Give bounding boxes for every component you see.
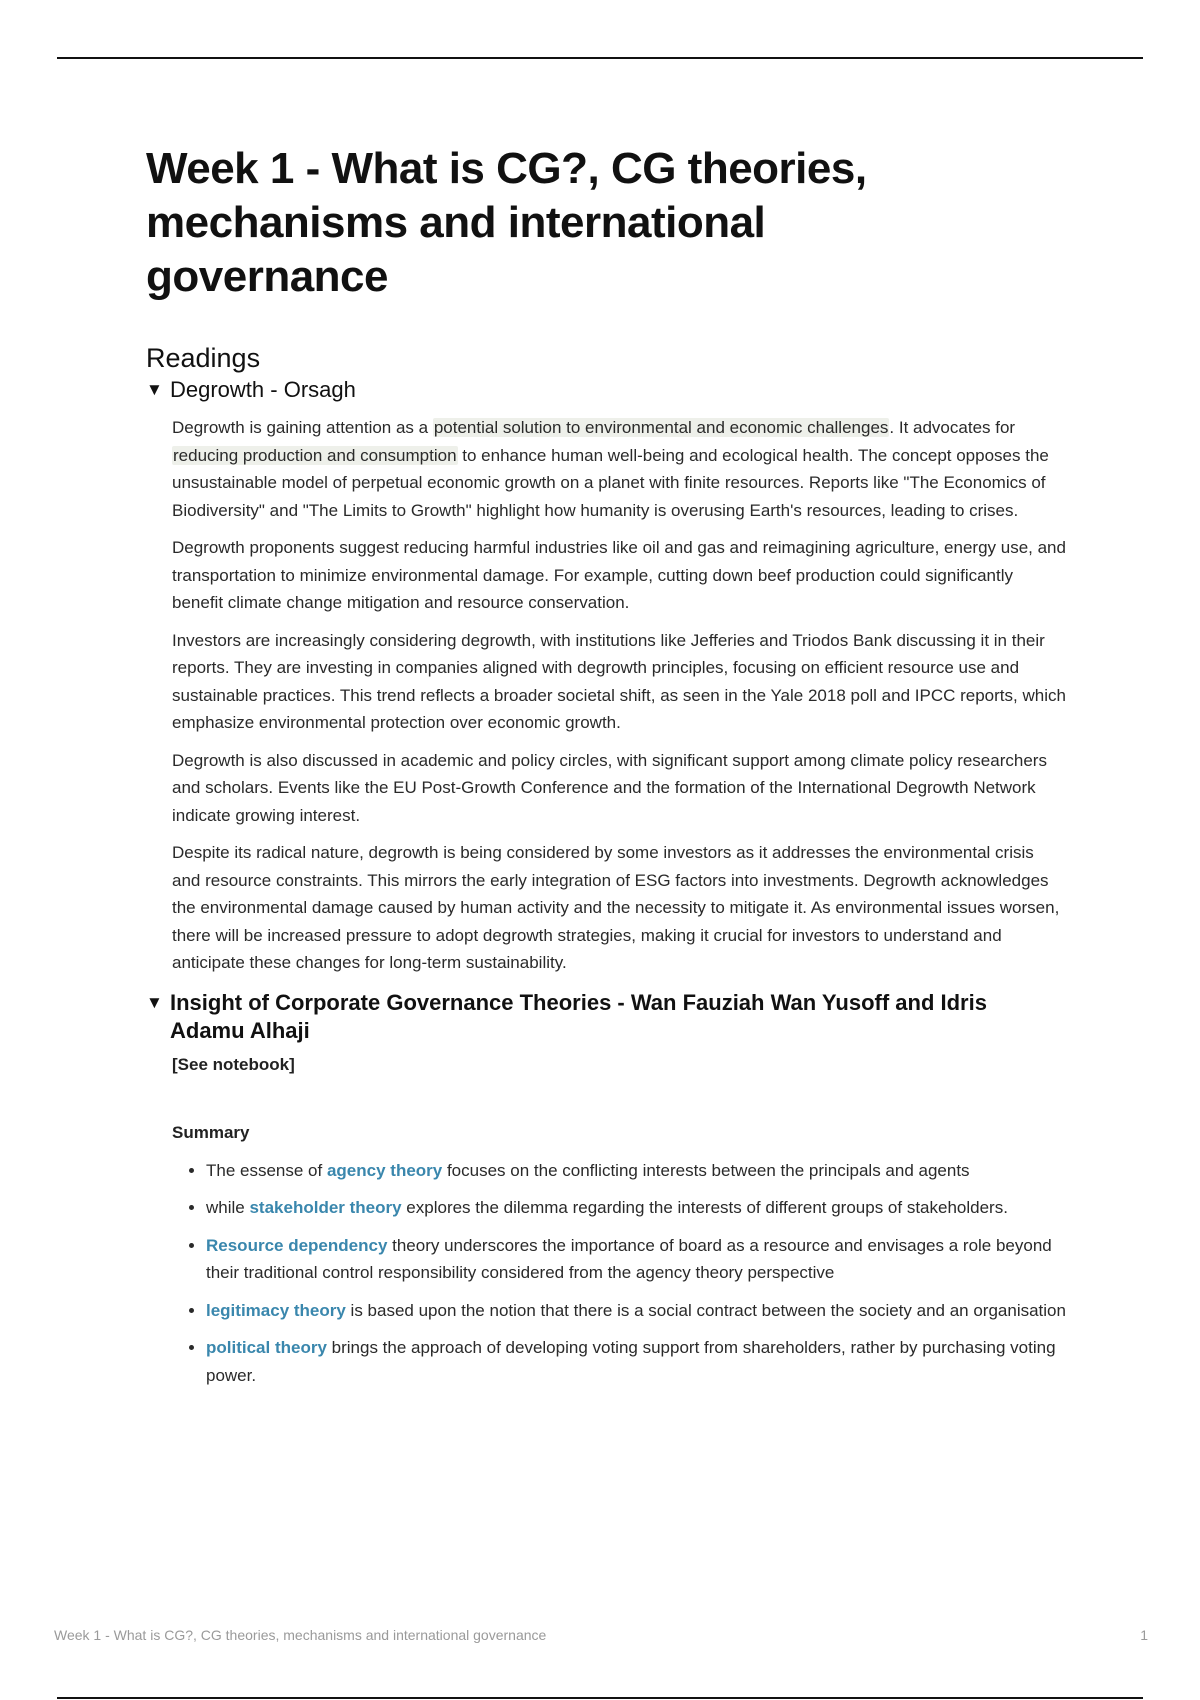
text-run: The essense of — [206, 1160, 327, 1180]
paragraph: Despite its radical nature, degrowth is being considered by some investors as it addresses the environmental crisis and resource constraints. This mirrors the early integration of ESG factors into investments. Degrowth acknowledges the environmental damage caused by human activity and the necessity to mitigate it. As environmental issues worsen, there will be increased pressure to adopt degrowth strategies, making it crucial for investors to understand and anticipate these changes for long-term sustainability. — [172, 843, 1060, 972]
text-run: brings the approach of developing voting support from shareholders, rather by purchasing voting power. — [206, 1338, 1056, 1385]
text-run: while — [206, 1198, 250, 1217]
toggle-degrowth[interactable] — [146, 376, 1066, 404]
text-run: . It advocates for — [889, 418, 1016, 437]
toggle-cg-theories-body — [172, 1055, 1066, 1390]
paragraph — [172, 414, 1066, 524]
highlight: potential solution to environmental and economic challenges — [433, 418, 889, 437]
toggle-degrowth-body — [172, 414, 1066, 977]
highlight: reducing production and consumption — [173, 445, 457, 465]
text-run: Degrowth is gaining attention as a — [172, 418, 433, 437]
list-item — [206, 1297, 1066, 1325]
list-item — [206, 1334, 1066, 1389]
caret-down-icon[interactable]: ▼ — [146, 992, 163, 1012]
caret-down-icon[interactable]: ▼ — [146, 380, 163, 399]
paragraph: Degrowth is also discussed in academic and policy circles, with significant support among climate policy researchers and scholars. Events like the EU Post-Growth Conference and the formation of the International Degrowth Network indicate growing interest. — [172, 750, 1047, 825]
list-item — [206, 1194, 1066, 1222]
toggle-cg-theories-label: Insight of Corporate Governance Theories - Wan Fauziah Wan Yusoff and Idris Adamu Alhaji — [170, 989, 987, 1043]
text-run: is based upon the notion that there is a social contract between the society and an organisation — [345, 1300, 1066, 1320]
text-run: to enhance human well-being and ecological health. The concept opposes the unsustainable model of perpetual economic growth on a planet with finite resources. Reports like "The Economics of Biodiversity" and "The Limits to Growth" highlight how humanity is overusing Earth's resources, leading to crises. — [172, 445, 1049, 520]
footer-title: Week 1 - What is CG?, CG theories, mechanisms and international governance — [54, 1627, 547, 1643]
text-run: theory underscores the importance of board as a resource and envisages a role beyond their traditional control responsibility considered from the agency theory perspective — [206, 1235, 1052, 1282]
see-notebook-note: [See notebook] — [172, 1054, 295, 1074]
theory-term: political theory — [206, 1338, 327, 1357]
list-item — [206, 1157, 1066, 1185]
readings-heading: Readings — [146, 343, 261, 373]
theory-term: Resource dependency — [206, 1235, 388, 1255]
theory-term: agency theory — [326, 1160, 443, 1180]
summary-heading: Summary — [172, 1122, 250, 1142]
page-title: Week 1 - What is CG?, CG theories, mechanisms and international governance — [146, 144, 867, 301]
theory-term: legitimacy theory — [206, 1300, 346, 1320]
list-item — [206, 1232, 1066, 1287]
page-content — [146, 142, 1066, 1399]
paragraph: Investors are increasingly considering degrowth, with institutions like Jefferies and Triodos Bank discussing it in their reports. They are investing in companies aligned with degrowth principles, focusing on efficient resource use and sustainable practices. This trend reflects a broader societal shift, as seen in the Yale 2018 poll and IPCC reports, which emphasize environmental protection over economic growth. — [172, 630, 1066, 732]
top-rule — [57, 57, 1143, 59]
page-number: 1 — [1140, 1627, 1148, 1643]
paragraph: Degrowth proponents suggest reducing harmful industries like oil and gas and reimagining agriculture, energy use, and transportation to minimize environmental damage. For example, cutting down beef production could significantly benefit climate change mitigation and resource conservation. — [172, 538, 1066, 612]
page-footer — [54, 1627, 1148, 1643]
summary-list — [172, 1157, 1066, 1390]
text-run: focuses on the conflicting interests between the principals and agents — [442, 1160, 970, 1180]
text-run: explores the dilemma regarding the interests of different groups of stakeholders. — [401, 1198, 1008, 1217]
toggle-cg-theories[interactable] — [146, 989, 1066, 1045]
theory-term: stakeholder theory — [249, 1198, 402, 1217]
bottom-rule — [57, 1697, 1143, 1699]
toggle-degrowth-label: Degrowth - Orsagh — [170, 377, 356, 402]
